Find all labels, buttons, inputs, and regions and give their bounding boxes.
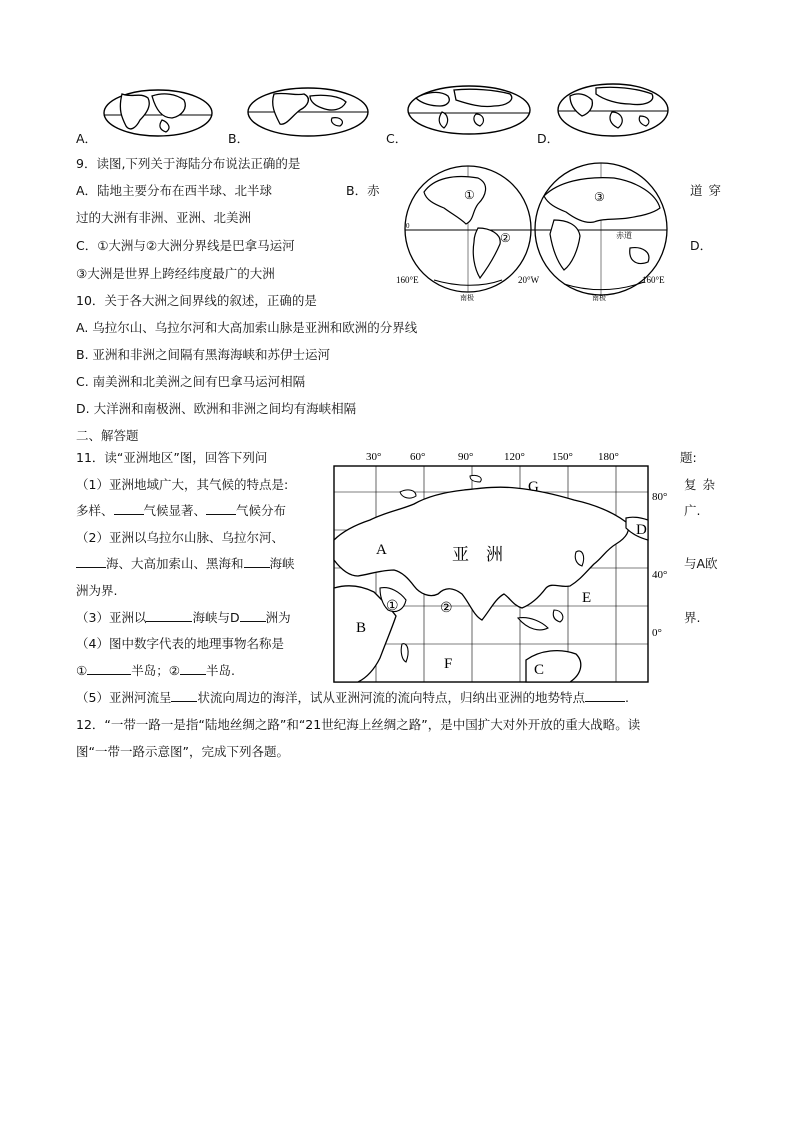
hemi-equator-label: 赤道 [616,231,632,240]
hemi-marker-2: ② [500,231,511,245]
q8-option-a-label[interactable]: A． [76,131,98,146]
asia-lon-30: 30° [366,451,382,463]
q11-blank-9[interactable] [171,689,197,702]
asia-lon-60: 60° [410,451,426,463]
q11-blank-7[interactable] [87,662,131,675]
q9-option-a[interactable]: A．陆地主要分布在西半球、北半球 [76,183,273,198]
q11-blank-2[interactable] [206,502,236,515]
q11-p1: （1）亚洲地域广大，其气候的特点是: [76,477,289,492]
q11-p1-cont [76,502,286,520]
q11-p4-b: 半岛；② [131,663,180,678]
q11-p3-b: 海峡与D [192,610,240,625]
q11-stem-end: 题: [680,450,697,465]
q11-p4: （4）图中数字代表的地理事物名称是 [76,636,284,651]
asia-lat-80: 80° [652,491,668,503]
q11-p5-a: （5）亚洲河流呈 [76,690,172,705]
q9-option-b-cont: 过的大洲有非洲、亚洲、北美洲 [76,210,252,225]
asia-lon-120: 120° [504,451,525,463]
asia-region-a: A [376,542,387,558]
asia-lat-40: 40° [652,569,668,581]
q10-option-a[interactable]: A. 乌拉尔山、乌拉尔河和大高加索山脉是亚洲和欧洲的分界线 [76,320,418,335]
q11-p4-cont [76,662,235,680]
q8-option-d-map [556,82,670,138]
hemi-lon-mid: 20°W [518,275,540,285]
hemi-lon-west: 160°E [396,275,419,285]
q12-line1: 12．“一带一路一是指“陆地丝绸之路”和“21世纪海上丝绸之路”，是中国扩大对外开放的重大战略。读 [76,717,641,732]
q11-blank-3[interactable] [76,555,106,568]
q11-p1-c: 气候分布 [236,503,287,518]
q9-option-d-start[interactable]: D． [690,238,713,253]
hemi-marker-1: ① [464,188,475,202]
q10-option-d[interactable]: D. 大洋洲和南极洲、欧洲和非洲之间均有海峡相隔 [76,401,357,416]
hemi-lon-east: 160°E [642,275,665,285]
q11-p3-end: 界. [684,610,701,625]
q11-p1-end: 复杂 [684,477,722,492]
q11-blank-1[interactable] [114,502,144,515]
hemi-pole-right: 南极 [592,294,606,302]
q10-option-c[interactable]: C. 南美洲和北美洲之间有巴拿马运河相隔 [76,374,306,389]
q11-p1-b: 气候显著、 [143,503,207,518]
asia-lon-90: 90° [458,451,474,463]
asia-marker-1: ① [386,599,399,614]
q12-line2: 图“一带一路示意图”，完成下列各题。 [76,744,289,759]
asia-region-b: B [356,620,367,636]
asia-map [330,448,680,688]
q11-blank-6[interactable] [240,609,266,622]
q11-p5 [76,689,629,707]
q11-p5-c: . [624,690,629,705]
q11-p1-cont-end: 广. [684,503,701,518]
q10-option-b[interactable]: B. 亚洲和非洲之间隔有黑海海峡和苏伊士运河 [76,347,331,362]
q11-stem: 11．读“亚洲地区”图，回答下列问 [76,450,268,465]
q8-option-d-label[interactable]: D． [537,131,560,146]
q11-blank-4[interactable] [244,555,270,568]
q11-p3 [76,609,291,627]
asia-continent-label: 亚 洲 [452,545,503,564]
q9-option-d-cont: ③大洲是世界上跨经纬度最广的大洲 [76,266,275,281]
q10-stem: 10．关于各大洲之间界线的叙述，正确的是 [76,293,317,308]
hemi-zero-label: 0 [406,222,410,230]
asia-marker-2: ② [440,601,453,616]
q9-stem: 9．读图,下列关于海陆分布说法正确的是 [76,156,301,171]
q9-option-b-end: 道穿 [690,183,728,198]
asia-lat-0: 0° [652,627,662,639]
q11-blank-10[interactable] [585,689,625,702]
q8-option-a-map [102,88,214,138]
asia-lon-150: 150° [552,451,573,463]
q8-option-b-label[interactable]: B． [228,131,250,146]
q11-p2-c: 海峡 [269,556,295,571]
q8-option-c-map [406,84,532,136]
asia-region-c: C [534,662,545,678]
section-title: 二、解答题 [76,428,139,443]
q11-p4-c: 半岛. [205,663,235,678]
asia-region-g: G [528,479,539,495]
q9-option-b-start[interactable]: B．赤 [346,183,380,198]
asia-lon-180: 180° [598,451,619,463]
q11-p2-cont [76,555,295,573]
q11-p5-b: 状流向周边的海洋，试从亚洲河流的流向特点，归纳出亚洲的地势特点 [197,690,585,705]
asia-region-f: F [444,656,453,672]
q11-p3-a: （3）亚洲以 [76,610,147,625]
q11-blank-8[interactable] [180,662,206,675]
q11-p2-b: 海、大高加索山、黑海和 [106,556,244,571]
q11-p1-a: 多样、 [76,503,114,518]
q11-blank-5[interactable] [146,609,192,622]
q8-option-c-label[interactable]: C． [386,131,408,146]
hemi-marker-3: ③ [594,190,605,204]
asia-region-d: D [636,522,647,538]
q11-p4-a: ① [76,663,88,678]
q11-p2-end: 与A欧 [684,556,718,571]
q9-option-c[interactable]: C．①大洲与②大洲分界线是巴拿马运河 [76,238,295,253]
hemi-pole-left: 南极 [460,294,474,302]
q11-p3-c: 洲为 [265,610,291,625]
asia-region-e: E [582,590,592,606]
q8-option-b-map [246,86,370,138]
q11-p2: （2）亚洲以乌拉尔山脉、乌拉尔河、 [76,530,284,545]
q11-p2-last: 洲为界. [76,583,118,598]
hemispheres-map [394,162,684,302]
